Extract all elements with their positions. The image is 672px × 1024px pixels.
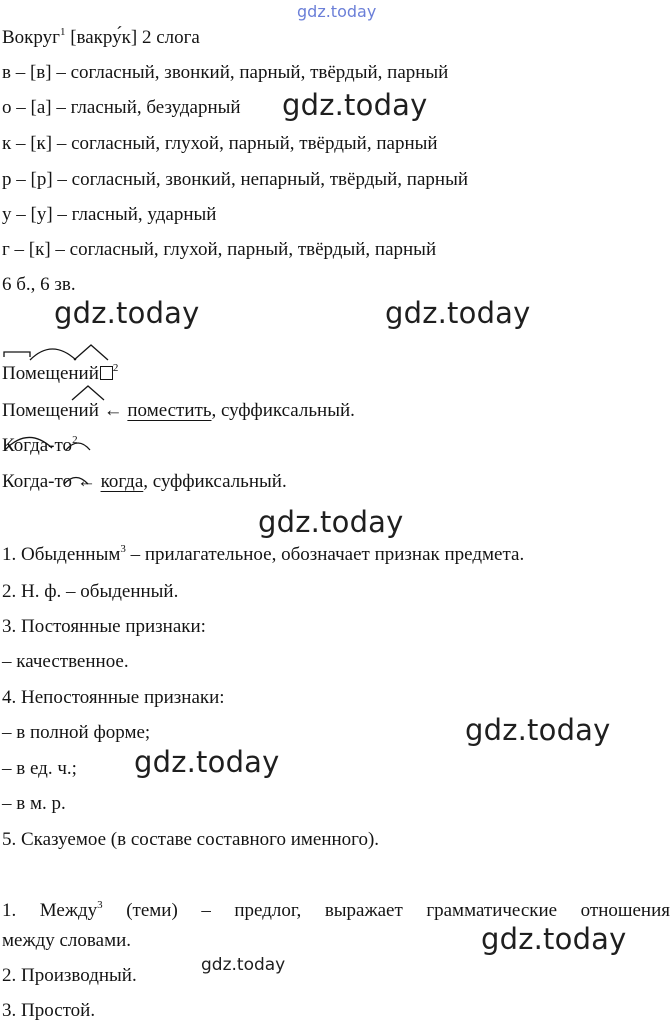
analysis-text: (теми) – предлог, выражает грамматические отношения [102, 900, 671, 921]
analysis-line: 4. Непостоянные признаки: [2, 687, 225, 708]
analysis-line [2, 899, 670, 923]
base-word: когда [100, 471, 144, 492]
phonetic-row: к – [к] – согласный, глухой, парный, твёрдый, парный [2, 133, 438, 154]
word-formation-line [2, 399, 355, 423]
analysis-line: между словами. [2, 930, 132, 951]
phonetic-heading [2, 26, 200, 50]
phonetic-row: р – [р] – согласный, звонкий, непарный, твёрдый, парный [2, 169, 469, 190]
analysed-word: 1. Обыденным [2, 544, 121, 565]
analysis-line [2, 543, 524, 567]
analysis-line: – качественное. [2, 651, 129, 672]
formation-type: , суффиксальный. [211, 400, 355, 421]
null-ending-box [100, 366, 113, 380]
watermark: gdz.today [258, 505, 404, 539]
suffix-mark [72, 386, 104, 400]
analysis-line: 2. Н. ф. – обыденный. [2, 581, 179, 602]
derived-word: Когда-то [2, 471, 73, 492]
analysis-line: 2. Производный. [2, 965, 137, 986]
analysis-line: – в м. р. [2, 793, 66, 814]
analysis-line: – в ед. ч.; [2, 758, 77, 779]
watermark: gdz.today [385, 296, 531, 330]
task-number: 3 [120, 543, 126, 555]
phonetic-row: о – [а] – гласный, безударный [2, 97, 241, 118]
formation-type: , суффиксальный. [143, 471, 287, 492]
analysed-word: 1. Между [2, 900, 98, 921]
suffix-mark [74, 345, 108, 360]
phonetic-row: г – [к] – согласный, глухой, парный, твёрдый, парный [2, 239, 437, 260]
phonetic-transcription: [вакру́к] 2 слога [70, 27, 200, 48]
arrow-icon: ← [76, 471, 96, 492]
arrow-icon: ← [103, 400, 123, 421]
morpheme-word: Когда-то [2, 435, 73, 456]
watermark: gdz.today [54, 296, 200, 330]
word-formation-line [2, 470, 287, 494]
watermark: gdz.today [481, 922, 627, 956]
analysis-line: 5. Сказуемое (в составе составного именного). [2, 829, 380, 850]
watermark: gdz.today [282, 88, 428, 122]
morphemic-word [2, 362, 118, 386]
derived-word: Помещений [2, 400, 99, 421]
task-number: 1 [59, 26, 66, 38]
analysis-line: 3. Простой. [2, 1000, 96, 1021]
watermark-top: gdz.today [297, 2, 377, 21]
task-number: 2 [72, 434, 78, 446]
watermark-small: gdz.today [201, 955, 286, 975]
phonetic-row: у – [у] – гласный, ударный [2, 204, 217, 225]
morphemic-word [2, 434, 78, 458]
task-number: 3 [97, 899, 103, 911]
analysis-text: – прилагательное, обозначает признак предмета. [125, 544, 525, 565]
root-arc [30, 349, 76, 360]
analysis-line: – в полной форме; [2, 722, 151, 743]
task-number: 2 [112, 362, 119, 374]
base-word: поместить [127, 400, 212, 421]
watermark: gdz.today [465, 713, 611, 747]
phonetic-word: Вокруг [2, 27, 60, 48]
phonetic-summary: 6 б., 6 зв. [2, 274, 76, 295]
watermark: gdz.today [134, 745, 280, 779]
phonetic-row: в – [в] – согласный, звонкий, парный, твёрдый, парный [2, 62, 449, 83]
morpheme-word: Помещений [2, 363, 99, 384]
analysis-line: 3. Постоянные признаки: [2, 616, 206, 637]
prefix-mark [4, 352, 30, 357]
